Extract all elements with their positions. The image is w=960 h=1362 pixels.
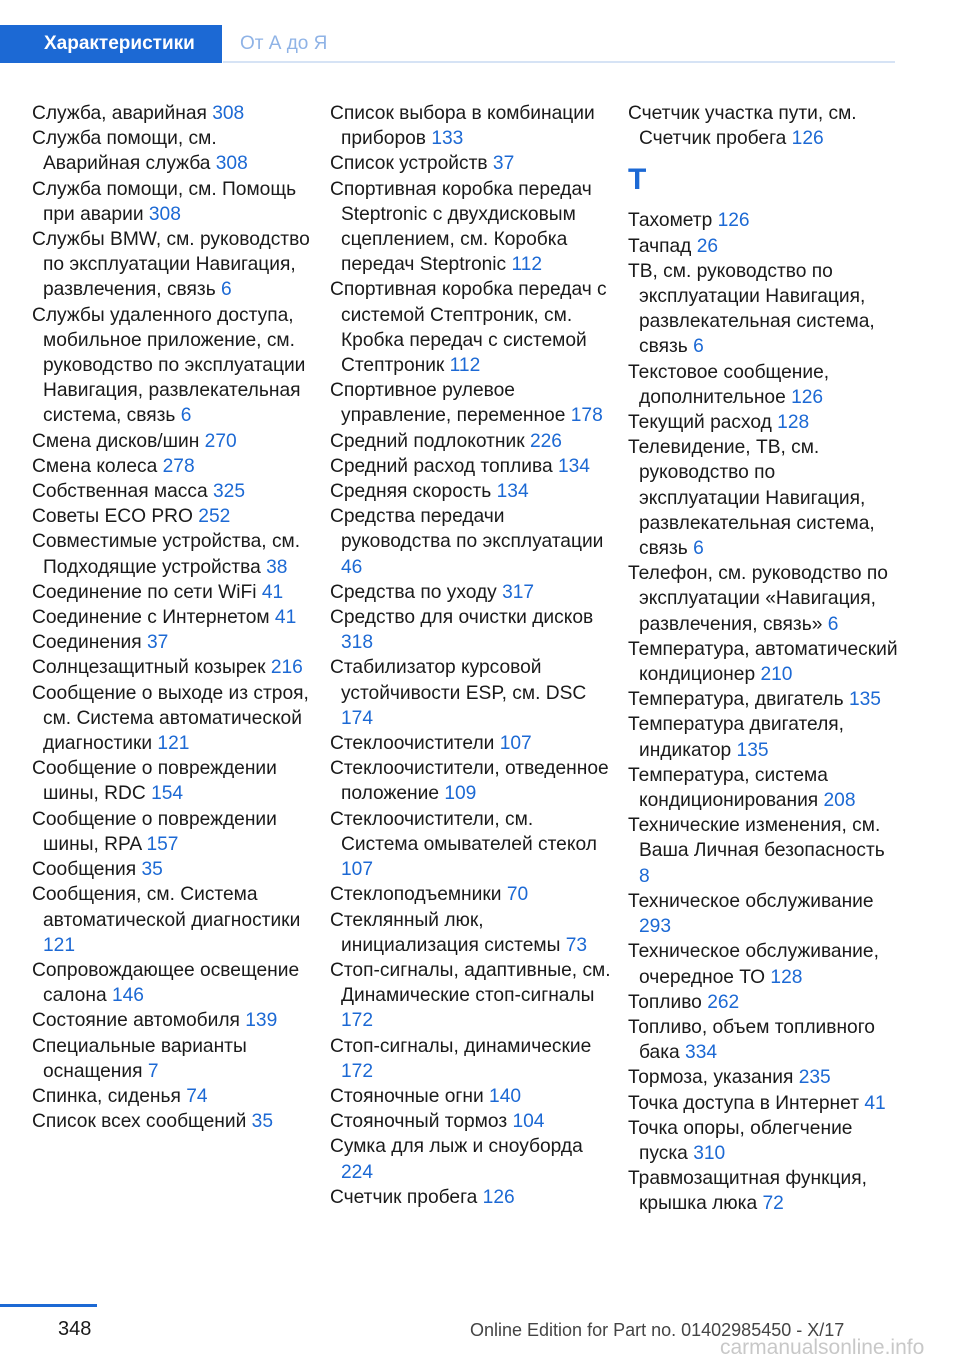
entry-page-link[interactable]: 178: [570, 405, 603, 427]
entry-page-link[interactable]: 74: [186, 1085, 208, 1107]
entry-page-link[interactable]: 308: [148, 203, 181, 225]
entry-page-link[interactable]: 216: [270, 657, 303, 679]
index-entry: [628, 1015, 898, 1065]
index-entry: [330, 151, 612, 176]
entry-term: Телевидение, ТВ, см. руководство по эксплуатации Навигация, развлекательная система, связь: [628, 437, 875, 560]
tab-characteristics[interactable]: Характеристики: [0, 25, 222, 63]
index-entry: [628, 234, 898, 259]
entry-page-link[interactable]: 293: [639, 916, 672, 938]
entry-page-link[interactable]: 262: [707, 991, 740, 1013]
entry-page-link[interactable]: 318: [341, 632, 374, 654]
entry-page-link[interactable]: 133: [431, 128, 464, 150]
entry-term: Служба, аварийная: [32, 103, 213, 124]
entry-term: Техническое обслуживание, очередное ТО: [628, 941, 879, 988]
entry-term: Специальные варианты оснащения: [32, 1035, 247, 1082]
entry-term: Стояночный тормоз: [330, 1111, 513, 1133]
entry-page-link[interactable]: 35: [251, 1111, 274, 1133]
index-entry: [330, 1109, 612, 1134]
index-entry: [330, 807, 612, 883]
entry-page-link[interactable]: 154: [151, 783, 184, 805]
entry-term: Сумка для лыж и сноуборда: [330, 1136, 583, 1158]
entry-page-link[interactable]: 126: [791, 386, 824, 408]
entry-page-link[interactable]: 107: [499, 733, 532, 755]
index-entry: [330, 731, 612, 756]
entry-term: Сообщение о выходе из строя, см. Система автоматической диагностики: [32, 682, 309, 755]
entry-term: Стояночные огни: [330, 1085, 490, 1107]
index-entry: [330, 1034, 612, 1084]
entry-page-link[interactable]: 134: [557, 455, 590, 477]
entry-page-link[interactable]: 26: [696, 235, 719, 257]
entry-term: Стеклянный люк, инициализация системы: [330, 909, 566, 956]
entry-page-link[interactable]: 7: [147, 1060, 159, 1082]
entry-page-link[interactable]: 146: [111, 985, 144, 1007]
index-entry: [628, 101, 898, 151]
entry-term: Средняя скорость: [330, 481, 497, 503]
index-entry: [628, 259, 898, 360]
entry-page-link[interactable]: 37: [492, 153, 515, 175]
entry-term: Счетчик участка пути, см. Счетчик пробега: [628, 103, 857, 150]
entry-term: Тачпад: [628, 235, 697, 257]
entry-term: Стеклоочистители: [330, 733, 500, 755]
entry-term: Счетчик пробега: [330, 1186, 483, 1208]
entry-term: Состояние автомобиля: [32, 1010, 246, 1032]
entry-term: Советы ECO PRO: [32, 506, 199, 528]
entry-page-link[interactable]: 112: [449, 355, 481, 377]
entry-page-link[interactable]: 38: [266, 556, 288, 578]
header-tabs: [0, 25, 327, 63]
entry-term: Технические изменения, см. Ваша Личная безопасность: [628, 815, 885, 862]
entry-term: Топливо, объем топливного бака: [628, 1016, 875, 1064]
entry-term: Тахометр: [628, 210, 718, 232]
entry-page-link[interactable]: 252: [198, 506, 231, 528]
index-entry: [32, 756, 314, 806]
index-entry: [628, 939, 898, 989]
entry-page-link[interactable]: 104: [512, 1111, 545, 1133]
entry-term: Список устройств: [330, 153, 493, 175]
index-entry: [330, 1134, 612, 1184]
entry-page-link[interactable]: 121: [43, 934, 76, 956]
section-letter: Т: [628, 163, 647, 197]
index-entry: [330, 378, 612, 428]
entry-term: Текстовое сообщение, дополнительное: [628, 361, 830, 408]
index-entry: [32, 630, 314, 655]
entry-page-link[interactable]: 325: [212, 481, 245, 503]
entry-term: Стоп-сигналы, адаптивные, см. Динамические стоп-сигналы: [330, 959, 611, 1007]
entry-page-link[interactable]: 317: [502, 581, 535, 603]
entry-page-link[interactable]: 334: [685, 1042, 718, 1064]
index-entry: [32, 177, 314, 227]
entry-term: Точка доступа в Интернет: [628, 1092, 865, 1114]
index-entry: [32, 454, 314, 479]
entry-term: Сообщение о повреждении шины, RDC: [32, 758, 277, 805]
entry-term: Смена колеса: [32, 455, 163, 477]
entry-term: Техническое обслуживание: [628, 890, 874, 912]
entry-page-link[interactable]: 278: [162, 455, 195, 477]
index-entry: [628, 1116, 898, 1166]
index-entry: [32, 882, 314, 958]
entry-term: Травмозащитная функция, крышка люка: [628, 1168, 867, 1215]
entry-page-link[interactable]: 70: [506, 884, 529, 906]
entry-term: Топливо: [628, 991, 708, 1013]
index-entry: [628, 687, 898, 712]
index-entry: [628, 410, 898, 435]
entry-term: Телефон, см. руководство по эксплуатации «Навигация, развлечения, связь»: [628, 563, 888, 635]
index-entry: [628, 637, 898, 687]
entry-page-link[interactable]: 35: [141, 859, 163, 881]
entry-term: Стеклоочистители, см. Система омывателей стекол: [330, 808, 597, 855]
entry-term: Собственная масса: [32, 481, 213, 503]
entry-term: Соединения: [32, 632, 147, 654]
entry-term: Текущий расход: [628, 412, 778, 434]
entry-page-link[interactable]: 126: [717, 210, 750, 232]
entry-term: Спинка, сиденья: [32, 1085, 187, 1107]
index-entry: [628, 990, 898, 1015]
entry-page-link[interactable]: 73: [565, 934, 588, 956]
index-entry: [330, 605, 612, 655]
index-entry: [32, 1034, 314, 1084]
entry-page-link[interactable]: 107: [341, 859, 374, 881]
index-entry: [628, 435, 898, 561]
index-entry: [628, 889, 898, 939]
entry-page-link[interactable]: 8: [639, 865, 650, 887]
entry-page-link[interactable]: 37: [147, 632, 169, 654]
entry-term: ТВ, см. руководство по эксплуатации Навигация, развлекательная система, связь: [628, 260, 875, 358]
index-column-3: [628, 101, 898, 1217]
entry-term: Службы BMW, см. руководство по эксплуатации Навигация, развлечения, связь: [32, 229, 310, 301]
entry-page-link[interactable]: 210: [760, 664, 793, 686]
entry-term: Средство для очистки дисков: [330, 607, 594, 629]
entry-term: Спортивная коробка передач с системой Стептроник, см. Кробка передач с системой Стептроник: [330, 279, 607, 377]
index-entry: [32, 857, 314, 882]
entry-page-link[interactable]: 41: [261, 581, 284, 603]
index-entry: [330, 101, 612, 151]
entry-term: Сообщения: [32, 859, 142, 881]
entry-page-link[interactable]: 6: [221, 279, 232, 301]
entry-page-link[interactable]: 134: [496, 481, 529, 503]
index-entry: [32, 580, 314, 605]
index-column-1: [32, 101, 314, 1134]
entry-page-link[interactable]: 121: [157, 733, 190, 755]
entry-term: Стоп-сигналы, динамические: [330, 1035, 592, 1057]
entry-page-link[interactable]: 41: [864, 1092, 886, 1114]
index-entry: [32, 1084, 314, 1109]
index-entry: [32, 1109, 314, 1134]
index-entry: [32, 504, 314, 529]
index-entry: [628, 561, 898, 637]
index-entry: [330, 177, 612, 278]
entry-term: Солнцезащитный козырек: [32, 657, 271, 679]
index-entry: [628, 813, 898, 889]
index-entry: [628, 360, 898, 410]
entry-term: Соединение по сети WiFi: [32, 581, 262, 603]
entry-page-link[interactable]: 172: [341, 1060, 374, 1082]
entry-term: Служба помощи, см. Помощь при аварии: [32, 178, 297, 225]
entry-term: Тормоза, указания: [628, 1067, 799, 1089]
entry-page-link[interactable]: 109: [444, 783, 477, 805]
entry-term: Служба помощи, см. Аварийная служба: [32, 128, 217, 175]
index-entry: [330, 454, 612, 479]
entry-page-link[interactable]: 140: [489, 1085, 522, 1107]
entry-page-link[interactable]: 270: [204, 430, 237, 452]
entry-term: Температура, система кондиционирования: [628, 764, 828, 812]
entry-page-link[interactable]: 128: [770, 966, 803, 988]
entry-term: Список выбора в комбинации приборов: [330, 103, 595, 150]
page-number: 348: [58, 1318, 92, 1340]
entry-term: Сообщение о повреждении шины, RPA: [32, 808, 277, 855]
entry-page-link[interactable]: 135: [736, 739, 769, 761]
entry-term: Стабилизатор курсовой устойчивости ESP, см. DSC: [330, 657, 587, 704]
index-entry: [32, 101, 314, 126]
entry-page-link[interactable]: 226: [529, 430, 562, 452]
index-entry: [628, 208, 898, 233]
entry-term: Точка опоры, облегчение пуска: [628, 1117, 853, 1164]
index-entry: [32, 1008, 314, 1033]
watermark: carmanualsonline.info: [720, 1336, 925, 1359]
entry-page-link[interactable]: 6: [693, 538, 704, 560]
entry-page-link[interactable]: 310: [693, 1142, 726, 1164]
entry-term: Сообщения, см. Система автоматической диагностики: [32, 884, 301, 931]
entry-term: Средний расход топлива: [330, 455, 558, 477]
entry-term: Стеклоочистители, отведенное положение: [330, 758, 609, 805]
index-entry: [32, 429, 314, 454]
entry-page-link[interactable]: 208: [823, 790, 856, 812]
entry-term: Соединение с Интернетом: [32, 607, 275, 629]
index-column-2: [330, 101, 612, 1210]
entry-term: Список всех сообщений: [32, 1111, 252, 1133]
entry-page-link[interactable]: 308: [212, 103, 245, 124]
index-entry: [628, 1166, 898, 1216]
entry-page-link[interactable]: 6: [180, 405, 192, 427]
entry-term: Температура, автоматический кондиционер: [628, 638, 898, 686]
entry-page-link[interactable]: 308: [215, 153, 248, 175]
entry-page-link[interactable]: 157: [146, 833, 179, 855]
index-entry: [330, 504, 612, 580]
entry-term: Температура, двигатель: [628, 689, 849, 711]
index-entry: [628, 763, 898, 813]
index-entry: [628, 712, 898, 762]
index-entry: [32, 227, 314, 303]
index-entry: [330, 1084, 612, 1109]
entry-term: Сопровождающее освещение салона: [32, 959, 300, 1007]
entry-page-link[interactable]: 128: [777, 412, 810, 434]
index-entry: [330, 580, 612, 605]
index-entry: [32, 479, 314, 504]
entry-term: Спортивная коробка передач Steptronic с двухдисковым сцеплением, см. Коробка передач Steptronic: [330, 178, 592, 276]
entry-term: Совместимые устройства, см. Подходящие устройства: [32, 531, 301, 578]
entry-page-link[interactable]: 135: [848, 689, 881, 711]
index-entry: [330, 277, 612, 378]
index-entry: [32, 605, 314, 630]
entry-term: Средства по уходу: [330, 581, 503, 603]
entry-page-link[interactable]: 235: [798, 1067, 831, 1089]
index-entry: [32, 958, 314, 1008]
entry-page-link[interactable]: 72: [762, 1193, 784, 1215]
entry-term: Средства передачи руководства по эксплуатации: [330, 506, 604, 553]
index-entry: [330, 756, 612, 806]
index-entry: [330, 882, 612, 907]
header-divider: [223, 61, 895, 63]
index-entry: [32, 655, 314, 680]
index-entry: [32, 126, 314, 176]
entry-page-link[interactable]: 6: [827, 613, 839, 635]
entry-term: Службы удаленного доступа, мобильное приложение, см. руководство по эксплуатации Навигация, развлекательная система, связь: [32, 304, 306, 427]
entry-page-link[interactable]: 224: [341, 1161, 374, 1183]
entry-page-link[interactable]: 139: [245, 1010, 278, 1032]
index-entry: [628, 1091, 898, 1116]
index-entry: [330, 958, 612, 1034]
index-entry: [32, 681, 314, 757]
entry-page-link[interactable]: 172: [341, 1010, 374, 1032]
edition-note: Online Edition for Part no. 01402985450 - X/17: [470, 1320, 845, 1340]
entry-page-link[interactable]: 46: [341, 556, 363, 578]
tab-a-to-z[interactable]: От А до Я: [240, 33, 328, 54]
index-entry: [330, 429, 612, 454]
index-entry: [330, 655, 612, 731]
entry-term: Спортивное рулевое управление, переменное: [330, 380, 571, 427]
entry-page-link[interactable]: 126: [482, 1186, 515, 1208]
entry-term: Смена дисков/шин: [32, 430, 205, 452]
entry-page-link[interactable]: 126: [791, 128, 824, 150]
index-entry: [628, 1065, 898, 1090]
index-entry: [32, 303, 314, 429]
index-entry: [32, 529, 314, 579]
entry-page-link[interactable]: 6: [693, 336, 704, 358]
entry-term: Температура двигателя, индикатор: [628, 714, 844, 761]
entry-page-link[interactable]: 112: [511, 254, 543, 276]
index-entry: [330, 1185, 612, 1210]
index-entry: [32, 807, 314, 857]
index-entry: [330, 479, 612, 504]
footer-rule: [0, 1304, 97, 1307]
index-entry: [330, 908, 612, 958]
entry-page-link[interactable]: 41: [274, 607, 297, 629]
entry-term: Стеклоподъемники: [330, 884, 507, 906]
entry-term: Средний подлокотник: [330, 430, 530, 452]
entry-page-link[interactable]: 174: [341, 707, 374, 729]
